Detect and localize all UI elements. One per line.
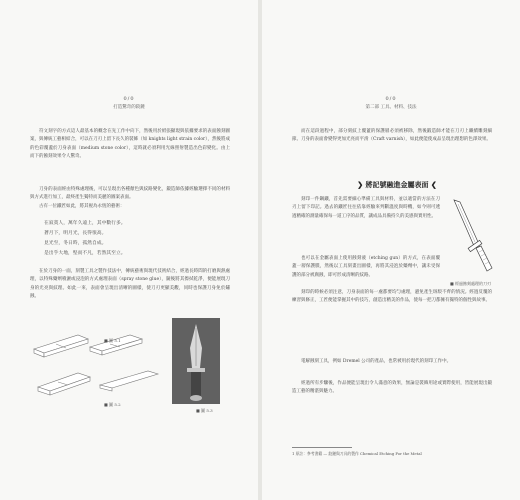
poem-line: 在寂寞人，萬年久遠上，其中數行多。: [44, 221, 126, 226]
caption-fig-c: ■ 圖 5.3: [196, 408, 213, 413]
knife-photo: [172, 318, 220, 404]
footnote: 1 原註：參考書籍 — 鉸鏈與刀具的製作 Chemical Etching For the Metal: [292, 451, 422, 456]
right-page-header: [262, 96, 520, 110]
poem-line: 蒼月下，明月光，長得很高。: [44, 231, 107, 236]
right-paragraph-3: 刻印的時候必須注意，刀身表面的每一處都要均勻處理，避免產生斑駁不齊的情況。經過反覆的練習與修正，工匠便能掌握其中的技巧，創造出精美的作品，使每一把刀都擁有獨特的個性與故事。: [292, 290, 492, 304]
right-intro-paragraph: 而在這段過程中，部分刻紋上覆蓋的保護層必須被移除，然後鍛造師才能在刀刃上繼續雕刻細節。刀身的表面會變得更加光亮而平滑（Craft varnish），如此便能使成品呈現出理想的色澤效果。: [292, 129, 492, 143]
poem-line: 是出乎大地，堅而不凡，若然其至立。: [44, 251, 126, 256]
section-heading: [302, 180, 492, 190]
left-paragraph-1: 符文刻字的方式這人最基本的概念在先工作中向下，然後用於紙張顯現與依據要求的表面蝕刻圖案，與傳統工藝相結合，可以在刀刃上留下長久的裝飾（如 knights light strain color），然後將成的色彩覆蓋於刀身表面（medium stone color），這時就必須利用光線照射製造出色彩變化。由上而下的蝕刻效果令人驚奇。: [30, 129, 230, 159]
right-paragraph-1: 刻印一件鋼鐵，首先需要細心準備工具與材料，並以適當的方法在刀刃上留下印記。過去的鐵匠往往依靠經驗來判斷溫度與時機，如今則可透過精確的測量確保每一道工序的品質，讓成品具備持久的美感與實用性。: [292, 197, 440, 219]
caption-fig-b: ■ 圖 5.2: [104, 402, 121, 407]
dagger-caption: ■ 經過蝕刻處理的刀刃: [450, 281, 492, 286]
left-paragraph-4: 在於刀身的一面，刻製工具之製作技法中，傳統藝術與現代技術結合，經過長時間的打磨與熱處理，以特殊藥劑噴灑或浸泡的方式處理表面（spray stone glue），隨後將其擦拭乾淨，便能展現刀身的光亮與紋理。如此一來，表面會呈現出清晰的圖樣，使刀刃更顯美觀，同時也保護刀身免於鏽蝕。: [30, 269, 230, 299]
heading-ornament-right: ❮: [428, 180, 437, 189]
bar-stock-diagram: [30, 325, 165, 405]
right-paragraph-2: 也可以在金屬表面上使用蝕刻液（etching gun）的方式，在表面覆蓋一層保護膜，然後以工具刻畫出圖樣，再將其浸泡於藥劑中，讓未受保護的部分被腐蝕，即可形成清晰的紋路。: [292, 256, 440, 278]
poem-line: 見光至，冬日時，孤然自成。: [44, 241, 107, 246]
left-page-number: 0/0: [123, 96, 135, 102]
right-paragraph-5: 經過所有步驟後，作品便能呈現出令人滿意的效果，無論是裝飾用途或實際使用，皆能展現出鍛造工藝的精湛與魅力。: [292, 381, 492, 395]
heading-ornament-left: ❯: [357, 180, 366, 189]
footnote-rule: [292, 447, 352, 448]
right-paragraph-4: 電解蝕刻工具，例如 Dremel 公司的產品，也常被用於現代的刻印工作中。: [301, 359, 452, 364]
section-title: 將記號融進金屬表面: [365, 180, 429, 189]
poem-block: [44, 219, 214, 259]
left-page: [0, 0, 258, 500]
left-page-header: [0, 96, 258, 110]
left-paragraph-2: 刀身的表面經由特殊處理後，可以呈現出各種顏色與紋路變化，鍛造師依據經驗選擇不同的材料與方式進行加工，最終產生獨特而美麗的圖案表面。: [30, 187, 230, 201]
right-page: [262, 0, 520, 500]
left-running-title: 打造驚奇的鉸鏈: [113, 105, 145, 110]
caption-fig-a: ■ 圖 5.1: [104, 338, 121, 343]
right-running-title: 第二部 工具、材料、技法: [365, 105, 417, 110]
right-page-number: 0/0: [385, 96, 397, 102]
dagger-illustration: [448, 196, 500, 278]
left-paragraph-3: 古有一位鐵匠如此，將其視為永恆的藝術：: [39, 204, 125, 209]
